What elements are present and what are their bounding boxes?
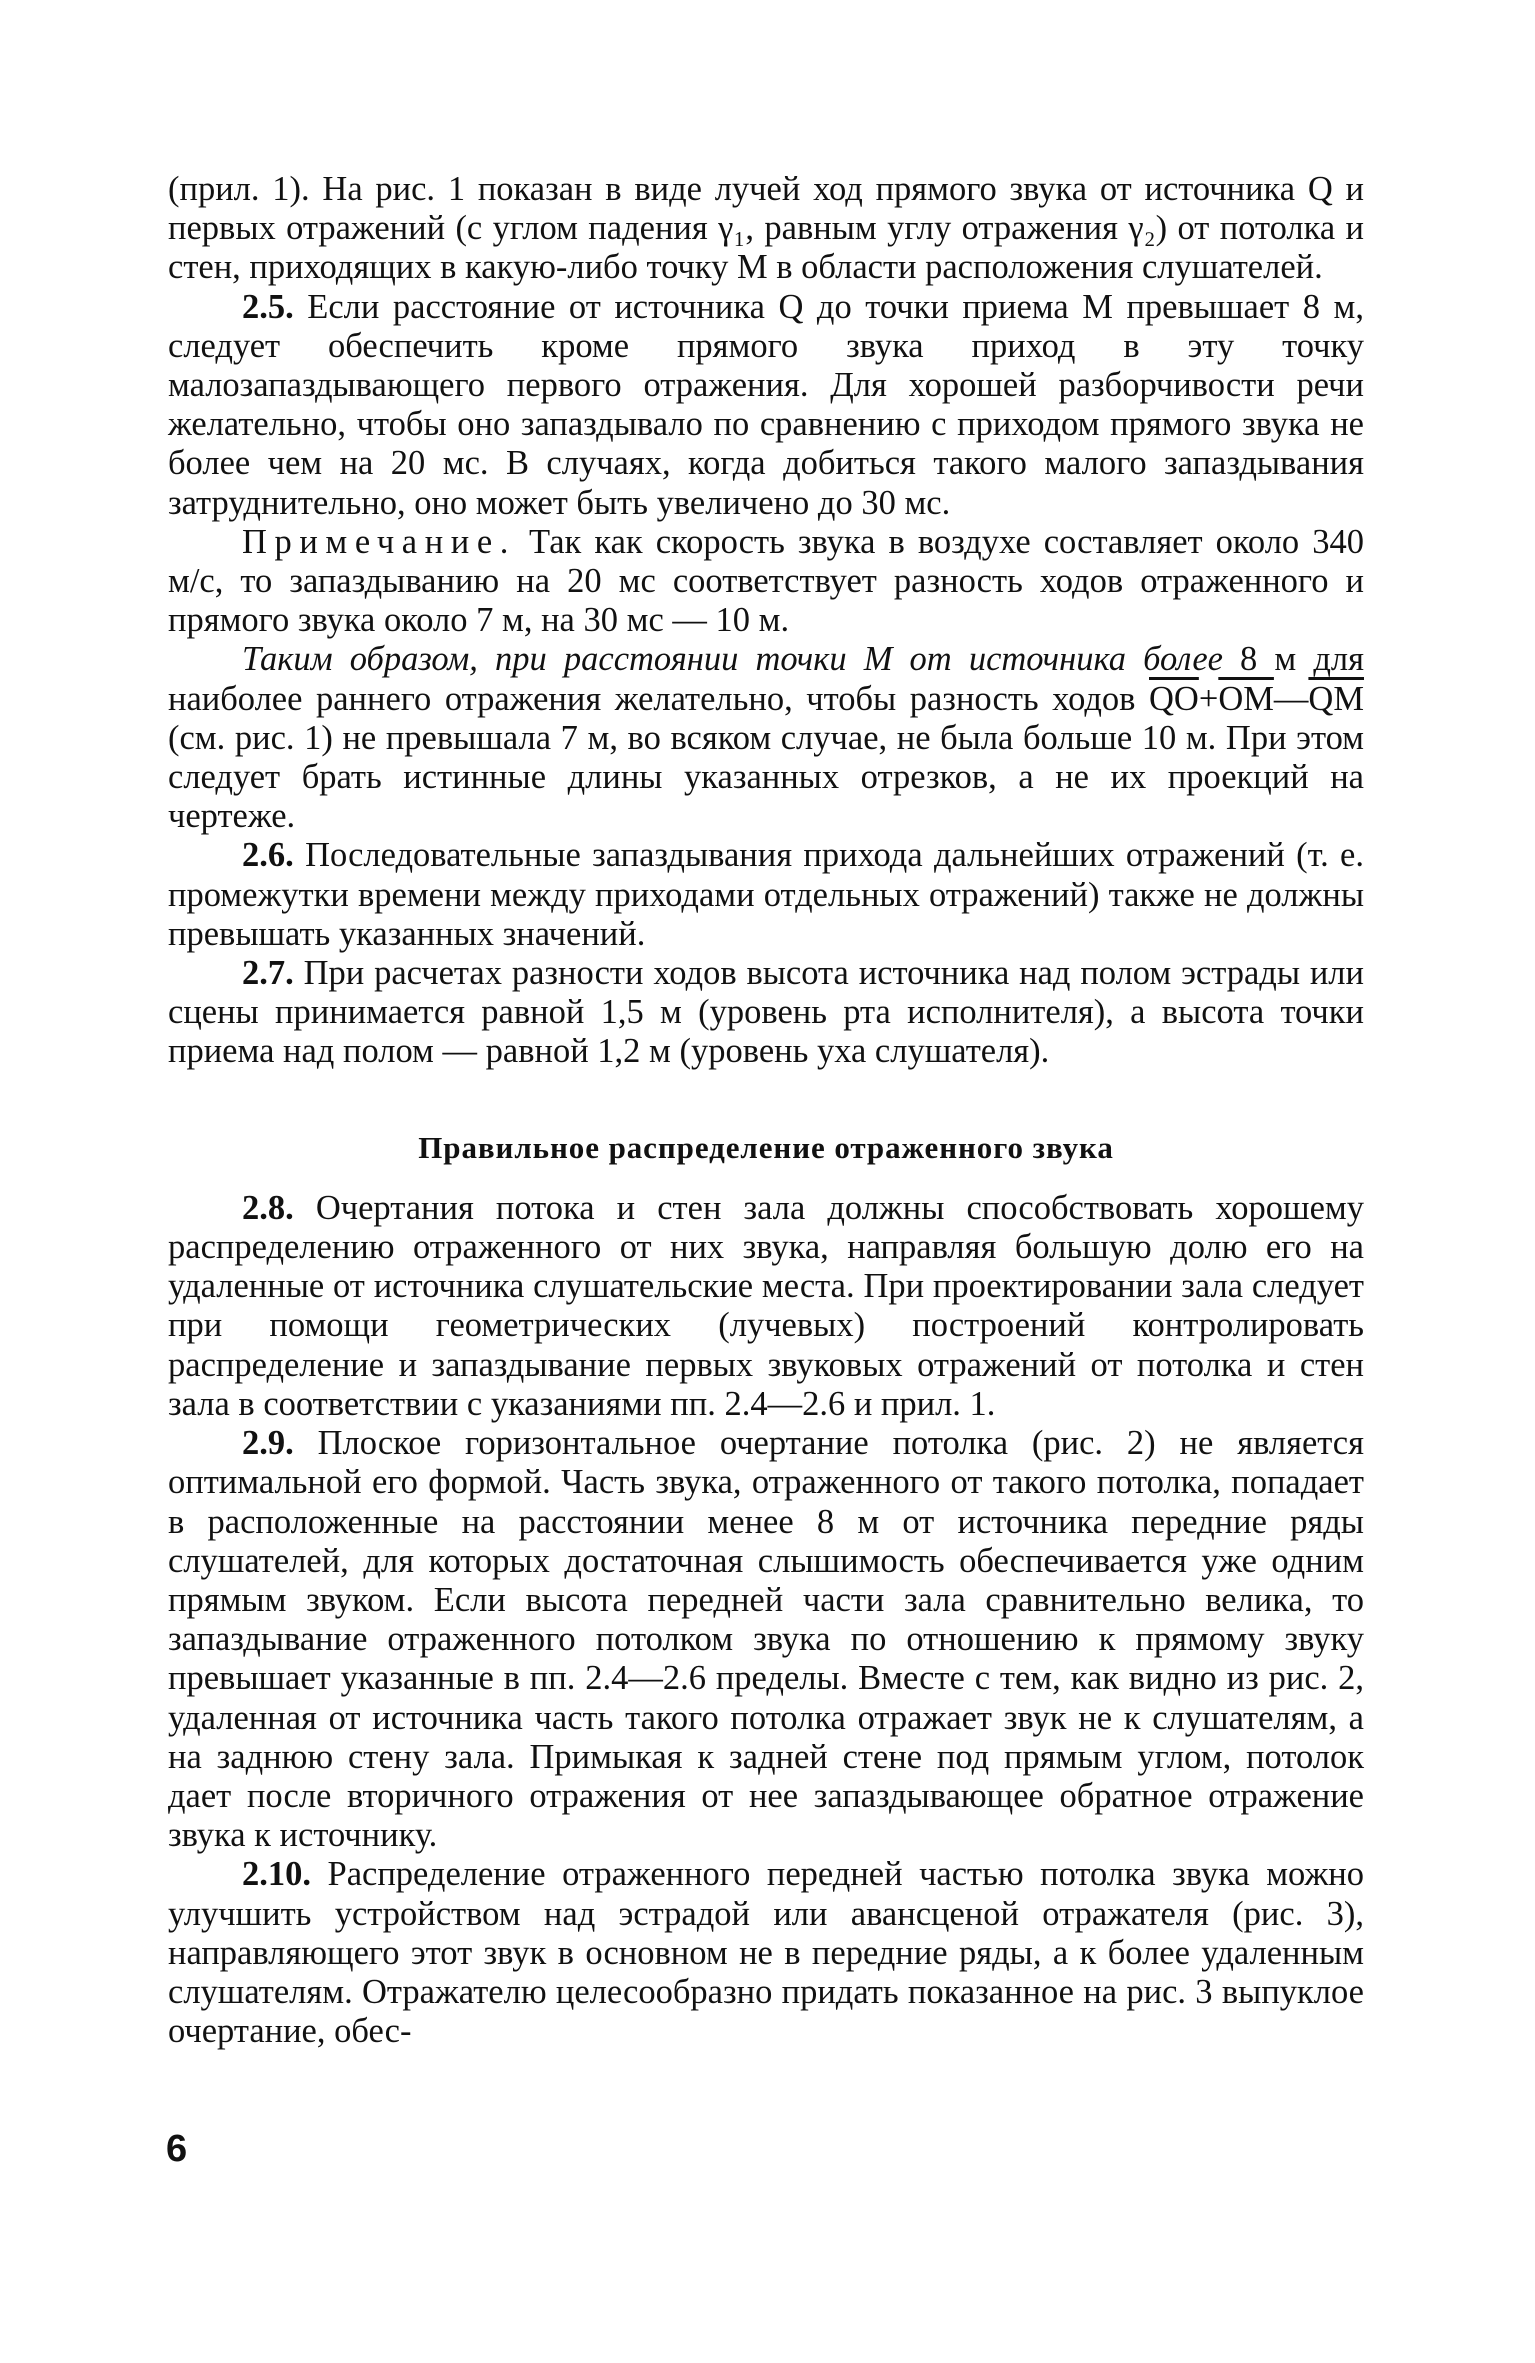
note-paragraph bbox=[168, 523, 1364, 641]
note-italic-text: Таким образом, при расстоянии точки M от источника более bbox=[242, 640, 1223, 679]
paragraph-2-6 bbox=[168, 836, 1364, 954]
segment-om: $\overline{OM}$ bbox=[1218, 679, 1274, 718]
paragraph-2-9 bbox=[168, 1424, 1364, 1855]
paragraph-text: Плоское горизонтальное очертание потолка (рис. 2) не является оптимальной его формой. Часть звука, отраженного от такого потолка, попадает в расположенные на расстоянии менее 8 м от источника передние ряды слушателей, для которых достаточная слышимость обеспечивается уже одним прямым звуком. Если высота передней части зала сравнительно велика, то запаздывание отраженного потолком звука по отношению к прямому звуку превышает указанные в пп. 2.4—2.6 пределы. Вместе с тем, как видно из рис. 2, удаленная от источника часть такого потолка отражает звук не к слушателям, а на заднюю стену зала. Примыкая к задней стене под прямым углом, потолок дает после вторичного отражения от нее запаздывающее обратное отражение звука к источнику. bbox=[168, 1424, 1364, 1855]
body-text bbox=[168, 170, 1364, 2051]
paragraph-1: (прил. 1). На рис. 1 показан в виде лучей ход прямого звука от источника Q и первых отражений (с углом падения γ₁, равным углу отражения γ₂) от потолка и стен, приходящих в какую-либо точку M в области расположения слушателей. bbox=[168, 170, 1364, 287]
clause-number: 2.5. bbox=[242, 287, 294, 326]
clause-number: 2.10. bbox=[242, 1855, 311, 1894]
paragraph-text: При расчетах разности ходов высота источника над полом эстрады или сцены принимается равной 1,5 м (уровень рта исполнителя), а высота точки приема над полом — равной 1,2 м (уровень уха слушателя). bbox=[168, 954, 1364, 1071]
clause-number: 2.8. bbox=[242, 1188, 294, 1227]
clause-number: 2.6. bbox=[242, 836, 294, 875]
segment-qm: $\overline{QM}$ bbox=[1308, 679, 1364, 718]
plus-sign: + bbox=[1198, 679, 1219, 718]
paragraph-text: Очертания потока и стен зала должны способствовать хорошему распределению отраженного от них звука, направляя большую долю его на удаленные от источника слушательские места. При проектировании зала следует при помощи геометрических (лучевых) построений контролировать распределение и запаздывание первых звуковых отражений от потолка и стен зала в соответствии с указаниями пп. 2.4—2.6 и прил. 1. bbox=[168, 1188, 1364, 1423]
paragraph-2-10 bbox=[168, 1855, 1364, 2051]
note-text: Так как скорость звука в воздухе составляет около 340 м/с, то запаздыванию на 20 мс соответствует разность ходов отраженного и прямого звука около 7 м, на 30 мс — 10 м. bbox=[168, 522, 1364, 640]
note-text-b: (см. рис. 1) не превышала 7 м, во всяком случае, не была больше 10 м. При этом следует брать истинные длины указанных отрезков, а не их проекций на чертеже. bbox=[168, 718, 1364, 836]
note-continuation bbox=[168, 640, 1364, 836]
paragraph-text: Распределение отраженного передней частью потолка звука можно улучшить устройством над эстрадой или авансценой отражателя (рис. 3), направляющего этот звук в основном не в передние ряды, а к более удаленным слушателям. Отражателю целесообразно придать показанное на рис. 3 выпуклое очертание, обес- bbox=[168, 1855, 1364, 2051]
paragraph-2-7 bbox=[168, 954, 1364, 1072]
paragraph-text: Если расстояние от источника Q до точки приема M превышает 8 м, следует обеспечить кроме прямого звука приход в эту точку малозапаздывающего первого отражения. Для хорошей разборчивости речи желательно, чтобы оно запаздывало по сравнению с приходом прямого звука не более чем на 20 мс. В случаях, когда добиться такого малого запаздывания затруднительно, оно может быть увеличено до 30 мс. bbox=[168, 287, 1364, 522]
paragraph-text: Последовательные запаздывания прихода дальнейших отражений (т. е. промежутки времени между приходами отдельных отражений) также не должны превышать указанных значений. bbox=[168, 836, 1364, 953]
page-number: 6 bbox=[166, 2128, 188, 2170]
clause-number: 2.7. bbox=[242, 954, 294, 993]
paragraph-2-5 bbox=[168, 288, 1364, 523]
paragraph-2-8 bbox=[168, 1189, 1364, 1424]
segment-qo: $\overline{QO}$ bbox=[1149, 679, 1199, 718]
section-heading: Правильное распределение отраженного звука bbox=[418, 1129, 1114, 1165]
clause-number: 2.9. bbox=[242, 1424, 294, 1463]
note-text-a: 8 м для наиболее раннего отражения желательно, чтобы разность ходов bbox=[168, 640, 1364, 718]
note-label: Примечание. bbox=[242, 522, 516, 561]
minus-sign: — bbox=[1273, 679, 1309, 718]
